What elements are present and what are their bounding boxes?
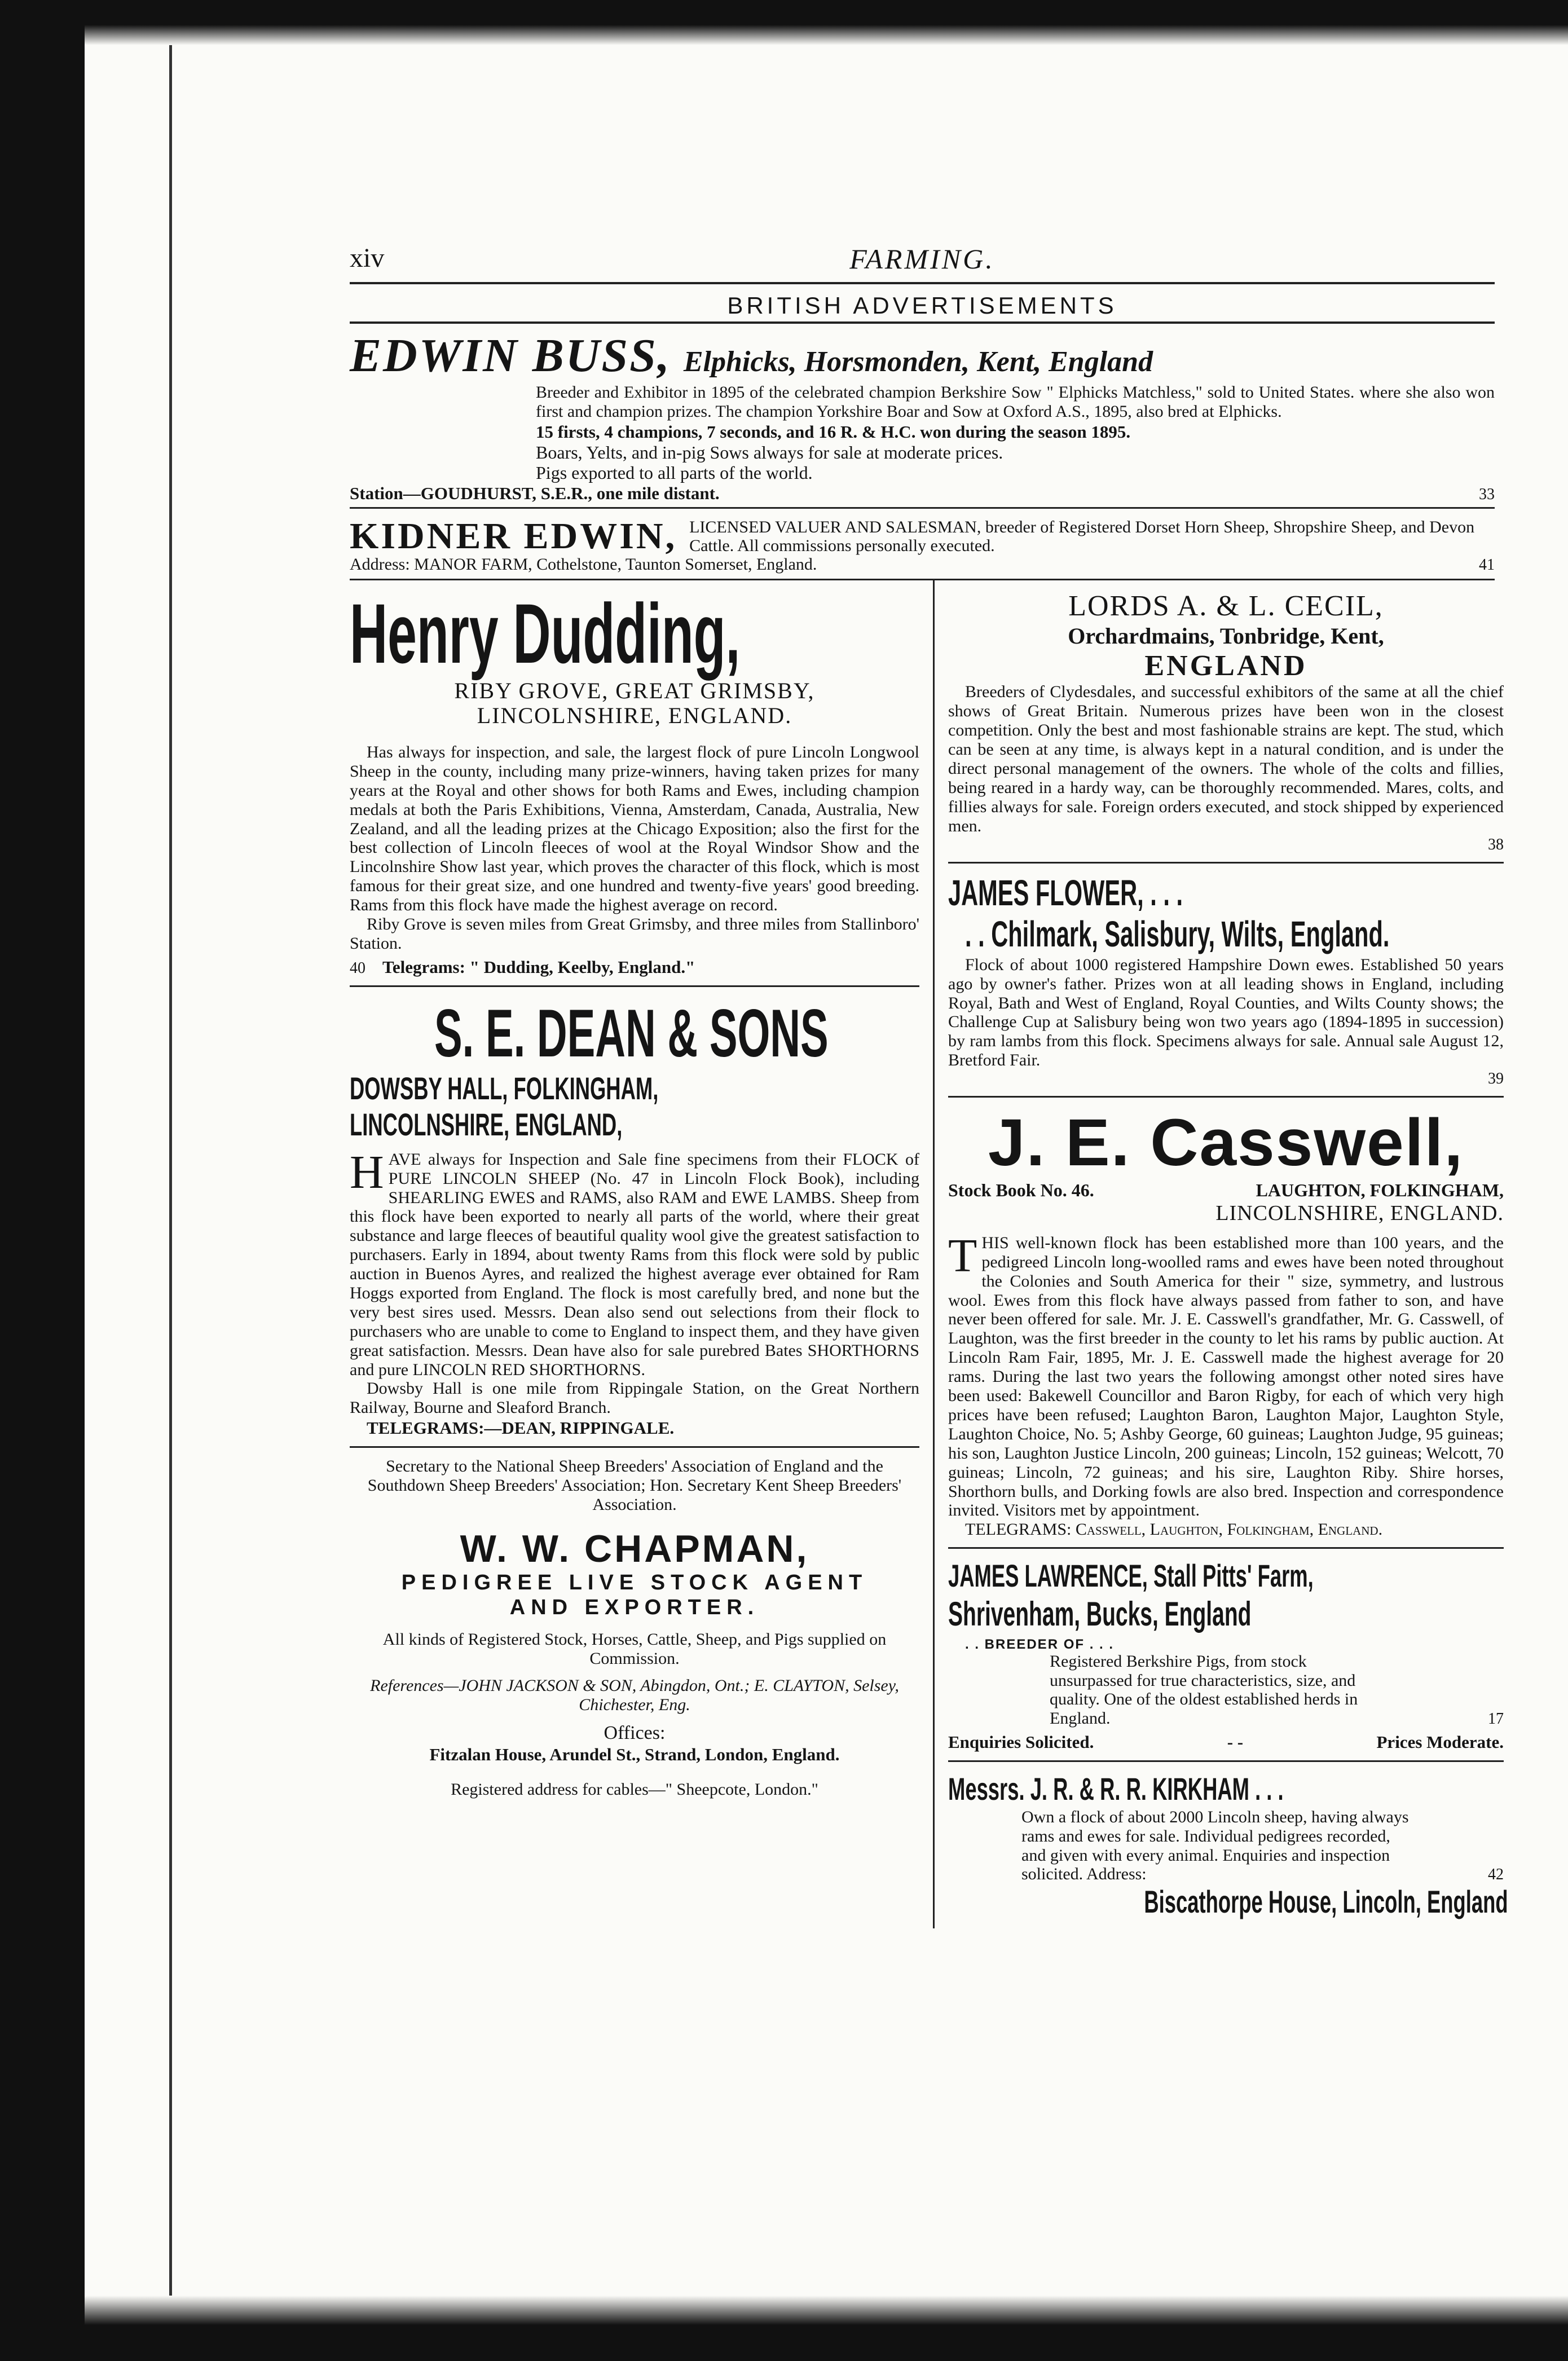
- header-rule: [350, 282, 1495, 284]
- ad-chapman-intro: Secretary to the National Sheep Breeders' Association of England and the Southdown Sheep Breeders' Association; Hon. Secretary Kent Sheep Breeders' Association.: [367, 1457, 902, 1514]
- divider: [350, 507, 1495, 509]
- page-content: [350, 237, 1508, 1928]
- running-title: FARMING.: [849, 243, 995, 275]
- ad-casswell-address-2: LINCOLNSHIRE, ENGLAND.: [1215, 1201, 1504, 1225]
- ad-kidner: [350, 518, 1495, 574]
- ad-lawrence-place: Shrivenham, Bucks, England: [948, 1594, 1252, 1633]
- ad-kirkham-name: Messrs. J. R. & R. R. KIRKHAM . . .: [948, 1771, 1284, 1807]
- ad-lawrence: [948, 1547, 1504, 1760]
- ad-casswell-address-1: LAUGHTON, FOLKINGHAM,: [1256, 1179, 1504, 1200]
- right-column: [935, 580, 1508, 1928]
- ad-buss-name: EDWIN BUSS,: [350, 329, 671, 382]
- ad-dudding-text: Has always for inspection, and sale, the largest flock of pure Lincoln Longwool Sheep in the county, including many prize-winners, having taken prizes for many years at the Royal and other shows for both Rams and Ewes, including champion medals at both the Paris Exhibitions, Vienna, Amsterdam, Canada, Australia, New Zealand, and all the leading prizes at the Chicago Exposition; also the first for the best collection of Lincoln fleeces of wool at the Royal Windsor Show and the Lincolnshire Show last year, which proves the character of this flock, which is most famous for their great size, and one hundred and twenty-five years' good breeding. Rams from this flock have made the highest average on record.: [350, 742, 919, 915]
- ad-dean-address-1: DOWSBY HALL, FOLKINGHAM,: [350, 1070, 659, 1106]
- ad-dean-telegram: TELEGRAMS:—DEAN, RIPPINGALE.: [367, 1418, 675, 1438]
- ad-chapman-cable: Registered address for cables—" Sheepcote, London.": [451, 1779, 818, 1799]
- ad-kidner-desc: LICENSED VALUER AND SALESMAN, breeder of Registered Dorset Horn Sheep, Shropshire Sheep, and Devon Cattle. All commissions personally executed.: [689, 518, 1475, 556]
- ad-kidner-address: Address: MANOR FARM, Cothelstone, Taunton Somerset, England.: [350, 555, 817, 574]
- ad-cecil-number: 38: [1488, 835, 1504, 853]
- ad-buss-text: Breeder and Exhibitor in 1895 of the celebrated champion Berkshire Sow " Elphicks Matchless," sold to United States. where she also won first and champion prizes. The champion Yorkshire Boar and Sow at Oxford A.S., 1895, also bred at Elphicks.: [536, 383, 1495, 421]
- section-title: BRITISH ADVERTISEMENTS: [727, 292, 1117, 319]
- ad-kirkham-address: Biscathorpe House, Lincoln, England: [1144, 1884, 1508, 1920]
- ad-dudding: [350, 580, 919, 985]
- ad-lawrence-dash: - -: [1227, 1732, 1244, 1752]
- ad-flower: [948, 862, 1504, 1096]
- ad-buss-export: Pigs exported to all parts of the world.: [536, 462, 813, 483]
- ad-lawrence-prices: Prices Moderate.: [1376, 1732, 1504, 1752]
- ad-buss-sale: Boars, Yelts, and in-pig Sows always for sale at moderate prices.: [536, 442, 1003, 462]
- ad-kidner-name: KIDNER EDWIN,: [350, 516, 677, 557]
- ad-chapman-text: All kinds of Registered Stock, Horses, Cattle, Sheep, and Pigs supplied on Commission.: [382, 1630, 887, 1668]
- ad-dean-text-2: Dowsby Hall is one mile from Rippingale Station, on the Great Northern Railway, Bourne and Sleaford Branch.: [350, 1379, 919, 1417]
- ad-cecil-address: Orchardmains, Tonbridge, Kent,: [1068, 623, 1384, 649]
- ad-casswell-stock-book: Stock Book No. 46.: [948, 1179, 1094, 1200]
- ad-dudding-number: 40: [350, 959, 365, 977]
- ad-buss: [350, 328, 1495, 504]
- ad-kirkham: [948, 1760, 1508, 1928]
- ad-cecil-country: ENGLAND: [1144, 650, 1307, 682]
- ad-chapman-offices: Fitzalan House, Arundel St., Strand, London, England.: [429, 1745, 840, 1765]
- ad-kirkham-text: Own a flock of about 2000 Lincoln sheep, having always rams and ewes for sale. Individual pedigrees recorded, and given with every animal. Enquiries and inspection solicited. Address:: [1021, 1807, 1409, 1884]
- ad-dean: [350, 985, 919, 1446]
- ad-cecil: [948, 580, 1504, 861]
- margin-rule: [169, 45, 172, 2296]
- ad-cecil-name: LORDS A. & L. CECIL,: [1068, 590, 1384, 623]
- ad-casswell-name: J. E. Casswell,: [988, 1105, 1464, 1180]
- left-column: [350, 580, 935, 1928]
- ad-lawrence-name: JAMES LAWRENCE, Stall Pitts' Farm,: [948, 1558, 1314, 1594]
- ad-chapman-name: W. W. CHAPMAN,: [460, 1527, 809, 1571]
- ad-casswell-dropcap: T: [948, 1229, 977, 1282]
- ad-lawrence-text: Registered Berkshire Pigs, from stock unsurpassed for true characteristics, size, and quality. One of the oldest established herds in England.: [1050, 1651, 1358, 1728]
- ad-buss-number: 33: [1479, 486, 1495, 504]
- ad-lawrence-breeder-label: . . BREEDER OF . . .: [965, 1636, 1115, 1652]
- ad-dudding-name: Henry Dudding,: [350, 586, 741, 681]
- ad-buss-prizes: 15 firsts, 4 champions, 7 seconds, and 16 R. & H.C. won during the season 1895.: [536, 421, 1131, 442]
- ad-chapman-role-2: AND EXPORTER.: [509, 1595, 760, 1619]
- ad-buss-station: Station—GOUDHURST, S.E.R., one mile distant.: [350, 483, 720, 504]
- ad-cecil-text: Breeders of Clydesdales, and successful exhibitors of the same at all the chief shows of Great Britain. Numerous prizes have been won in the closest competition. Only the best and most fashionable strains are kept. The stud, which can be seen at any time, is always kept in a natural condition, and is under the direct personal management of the owners. The whole of the colts and fillies, being reared in a hardy way, can be thoroughly recommended. Mares, colts, and fillies always for sale. Foreign orders executed, and stock shipped by experienced men.: [948, 682, 1504, 835]
- ad-dudding-address-2: LINCOLNSHIRE, ENGLAND.: [477, 702, 792, 728]
- ad-dudding-address-1: RIBY GROVE, GREAT GRIMSBY,: [454, 677, 815, 703]
- scan-border-left: [0, 0, 85, 2361]
- ad-casswell-telegram: TELEGRAMS: Casswell, Laughton, Folkingham, England.: [965, 1520, 1383, 1539]
- page-header: [350, 237, 1495, 282]
- ad-kirkham-number: 42: [1488, 1866, 1504, 1884]
- scan-border-top: [85, 0, 1568, 45]
- ad-lawrence-number: 17: [1488, 1710, 1504, 1728]
- ad-dean-dropcap: H: [350, 1146, 384, 1199]
- ad-dean-name: S. E. DEAN & SONS: [434, 995, 829, 1071]
- ad-dean-text: AVE always for Inspection and Sale fine specimens from their FLOCK of PURE LINCOLN SHEEP (No. 47 in Lincoln Flock Book), including SHEARLING EWES and RAMS, also RAM and EWE LAMBS. Sheep from this flock have been exported to nearly all parts of the world, where their great substance and large fleeces of beautiful quality wool give the greatest satisfaction to purchasers. Early in 1894, about twenty Rams from this flock were sold by public auction in Buenos Ayres, and realized the highest average ever obtained for Ram Hoggs exported from England. The flock is most carefully bred, and none but the very best sires used. Messrs. Dean also send out selections from their flock to purchasers who are unable to come to England to inspect them, and they have given great satisfaction. Messrs. Dean have also for sale purebred Bates SHORTHORNS and pure LINCOLN RED SHORTHORNS.: [350, 1149, 919, 1379]
- section-rule: [350, 321, 1495, 324]
- ad-buss-address: Elphicks, Horsmonden, Kent, England: [683, 346, 1153, 378]
- ad-casswell-text: HIS well-known flock has been established more than 100 years, and the pedigreed Lincoln long-woolled rams and ewes have been noted throughout the Colonies and South America for their " size, symmetry, and lustrous wool. Ewes from this flock have always passed from father to son, and have never been offered for sale. Mr. J. E. Casswell's grandfather, Mr. G. Casswell, of Laughton, was the first breeder in the county to let his rams by public auction. At Lincoln Ram Fair, 1895, Mr. J. E. Casswell made the highest average for 20 rams. During the last two years the following amongst other noted sires have been used: Bakewell Councillor and Baron Rigby, for each of which very high prices have been refused; Laughton Baron, Laughton Major, Laughton Style, Laughton Choice, No. 5; Ashby George, 60 guineas; Laughton Judge, 95 guineas; his son, Laughton Justice Lincoln, 200 guineas; Lincoln, 152 guineas; Welcott, 70 guineas; Lincoln, 72 guineas; and his sire, Laughton Riby. Shire horses, Shorthorn bulls, and Dorking fowls are also bred. Inspection and correspondence invited. Visitors met by appointment.: [948, 1233, 1504, 1520]
- page-folio: xiv: [350, 243, 385, 273]
- ad-casswell: [948, 1096, 1504, 1547]
- scan-border-bottom: [85, 2296, 1568, 2361]
- ad-flower-name: JAMES FLOWER, . . .: [948, 872, 1183, 913]
- ad-dudding-telegram: Telegrams: " Dudding, Keelby, England.": [382, 957, 695, 977]
- ad-lawrence-enquiries: Enquiries Solicited.: [948, 1732, 1094, 1752]
- ad-dudding-text-2: Riby Grove is seven miles from Great Grimsby, and three miles from Stallinboro' Station.: [350, 914, 919, 953]
- ad-dean-address-2: LINCOLNSHIRE, ENGLAND,: [350, 1107, 623, 1143]
- ad-flower-text: Flock of about 1000 registered Hampshire Down ewes. Established 50 years ago by owner's father. Prizes won at all leading shows in England, including Royal, Bath and West of England, Royal Counties, and Wilts County shows; the Challenge Cup at Salisbury being won two years ago (1894-1895 in succession) by ram lambs from this flock. Specimens always for sale. Annual sale August 12, Bretford Fair.: [948, 955, 1504, 1070]
- ad-kidner-number: 41: [1479, 556, 1495, 574]
- ad-chapman-offices-label: Offices:: [604, 1723, 666, 1743]
- ad-chapman: [350, 1446, 919, 1807]
- ad-flower-address: . . Chilmark, Salisbury, Wilts, England.: [965, 914, 1390, 955]
- ad-flower-number: 39: [1488, 1070, 1504, 1088]
- ad-chapman-role-1: PEDIGREE LIVE STOCK AGENT: [401, 1571, 868, 1595]
- ad-chapman-references: References—JOHN JACKSON & SON, Abingdon, Ont.; E. CLAYTON, Selsey, Chichester, Eng.: [370, 1676, 899, 1715]
- two-column-ads: [350, 579, 1508, 1928]
